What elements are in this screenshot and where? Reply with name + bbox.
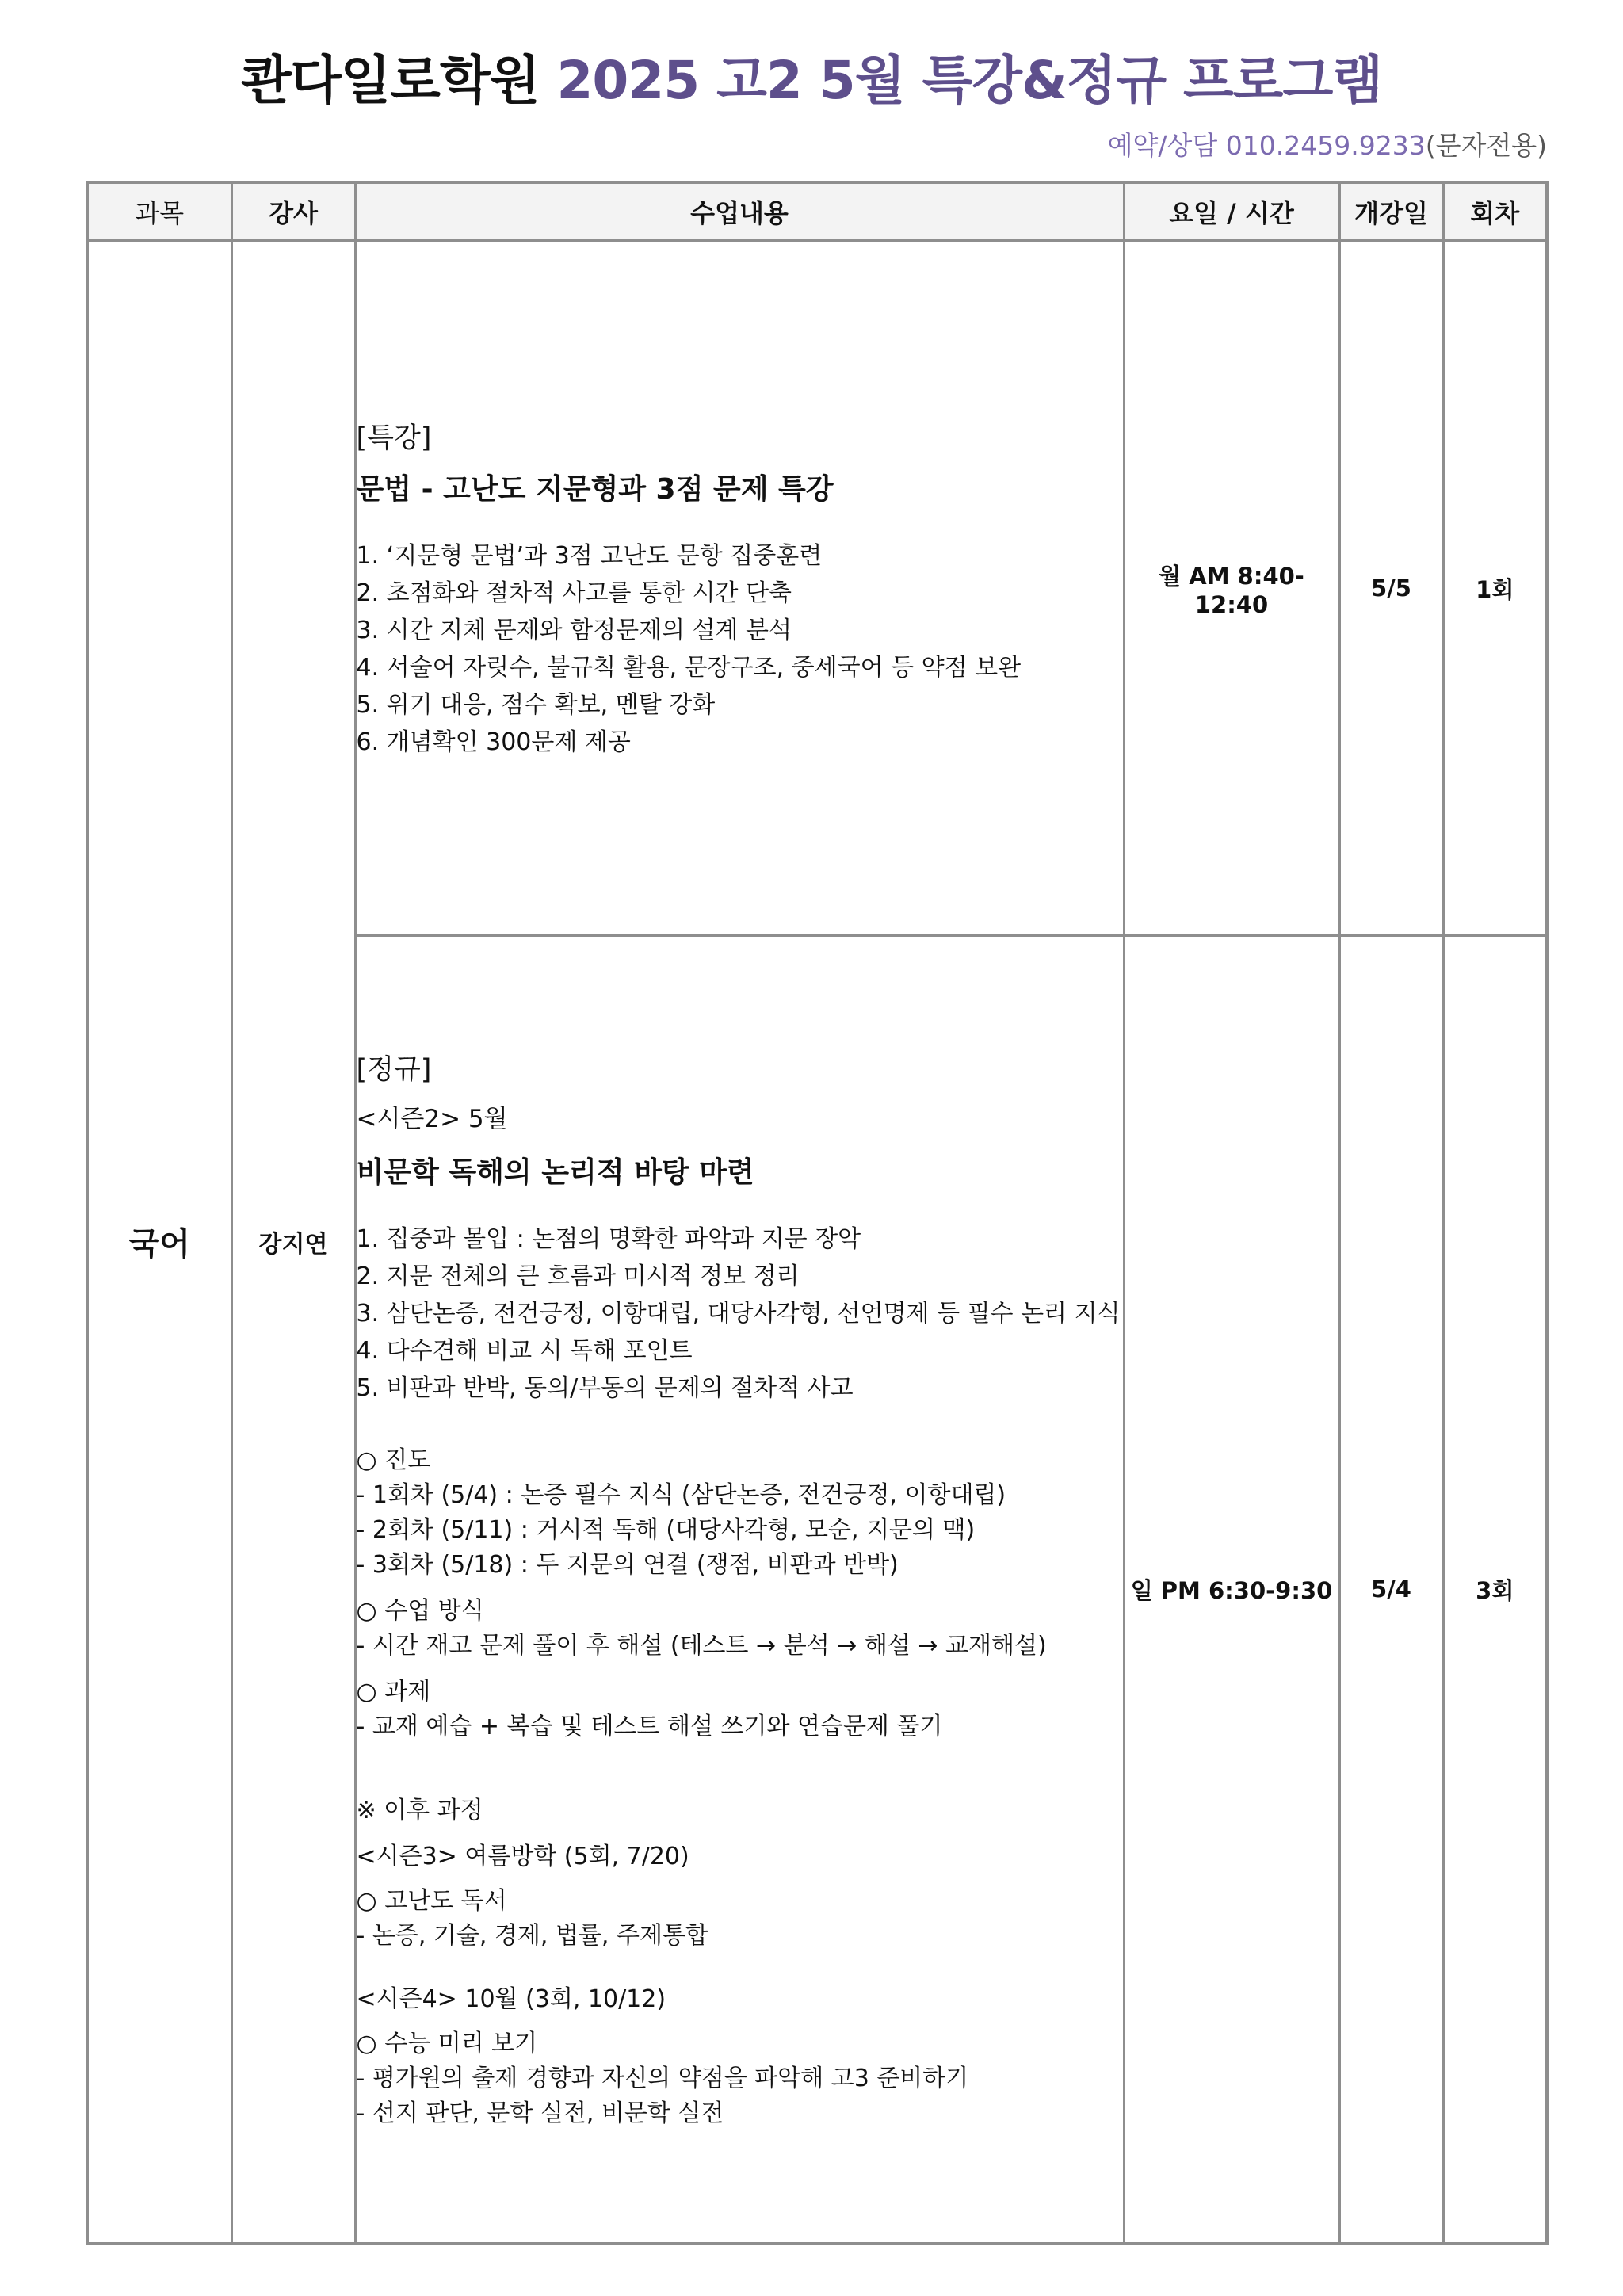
season4-sub-heading: ○ 수능 미리 보기 bbox=[356, 2029, 538, 2057]
season4-title: <시즌4> 10월 (3회, 10/12) bbox=[356, 1985, 666, 2013]
academy-name: 콴다일로학원 bbox=[240, 50, 540, 111]
special-item: 5. 위기 대응, 점수 확보, 멘탈 강화 bbox=[356, 690, 716, 719]
season4-sub-text: - 평가원의 출제 경향과 자신의 약점을 파악해 고3 준비하기 bbox=[356, 2064, 969, 2092]
season3-sub-text: - 논증, 기술, 경제, 법률, 주제통합 bbox=[356, 1921, 708, 1950]
page-title bbox=[0, 38, 1623, 113]
col-header-subject: 과목 bbox=[87, 182, 231, 241]
season3-sub-heading: ○ 고난도 독서 bbox=[356, 1886, 507, 1915]
regular-tag: [정규] bbox=[356, 1053, 432, 1086]
special-item: 2. 초점화와 절차적 사고를 통한 시간 단축 bbox=[356, 579, 792, 607]
special-content-cell bbox=[355, 241, 1124, 936]
special-start-date: 5/5 bbox=[1339, 241, 1443, 936]
contact-label: 예약/상담 010.2459.9233 bbox=[1107, 130, 1426, 161]
contact-info bbox=[1108, 125, 1547, 162]
special-item: 4. 서술어 자릿수, 불규칙 활용, 문장구조, 중세국어 등 약점 보완 bbox=[356, 653, 1022, 682]
regular-content-cell bbox=[355, 936, 1124, 2244]
regular-item: 5. 비판과 반박, 동의/부동의 문제의 절차적 사고 bbox=[356, 1373, 854, 1402]
progress-item: - 2회차 (5/11) : 거시적 독해 (대당사각형, 모순, 지문의 맥) bbox=[356, 1515, 976, 1544]
special-item: 6. 개념확인 300문제 제공 bbox=[356, 728, 631, 756]
special-sessions: 1회 bbox=[1443, 241, 1547, 936]
special-course-title: 문법 - 고난도 지문형과 3점 문제 특강 bbox=[356, 472, 834, 506]
table-row-special bbox=[87, 241, 1547, 936]
progress-heading: ○ 진도 bbox=[356, 1446, 431, 1474]
homework-heading: ○ 과제 bbox=[356, 1677, 431, 1706]
contact-note: (문자전용) bbox=[1425, 130, 1547, 161]
subject-cell: 국어 bbox=[87, 241, 231, 2244]
regular-schedule: 일 PM 6:30-9:30 bbox=[1124, 936, 1339, 2244]
method-heading: ○ 수업 방식 bbox=[356, 1596, 484, 1625]
program-title: 2025 고2 5월 특강&정규 프로그램 bbox=[556, 50, 1383, 111]
regular-item: 2. 지문 전체의 큰 흐름과 미시적 정보 정리 bbox=[356, 1262, 800, 1290]
col-header-start-date: 개강일 bbox=[1339, 182, 1443, 241]
special-tag: [특강] bbox=[356, 422, 432, 454]
progress-item: - 1회차 (5/4) : 논증 필수 지식 (삼단논증, 전건긍정, 이항대립) bbox=[356, 1480, 1006, 1509]
after-course-heading: ※ 이후 과정 bbox=[356, 1796, 483, 1824]
col-header-sessions: 회차 bbox=[1443, 182, 1547, 241]
homework-text: - 교재 예습 + 복습 및 테스트 해설 쓰기와 연습문제 풀기 bbox=[356, 1712, 943, 1740]
col-header-schedule: 요일 / 시간 bbox=[1124, 182, 1339, 241]
regular-sessions: 3회 bbox=[1443, 936, 1547, 2244]
regular-start-date: 5/4 bbox=[1339, 936, 1443, 2244]
season4-sub-text: - 선지 판단, 문학 실전, 비문학 실전 bbox=[356, 2099, 724, 2127]
regular-item: 1. 집중과 몰입 : 논점의 명확한 파악과 지문 장악 bbox=[356, 1224, 861, 1253]
teacher-cell: 강지연 bbox=[231, 241, 355, 2244]
special-item: 1. ‘지문형 문법’과 3점 고난도 문항 집중훈련 bbox=[356, 541, 823, 570]
regular-season: <시즌2> 5월 bbox=[356, 1104, 508, 1133]
col-header-teacher: 강사 bbox=[231, 182, 355, 241]
program-table bbox=[86, 181, 1549, 2245]
regular-item: 4. 다수견해 비교 시 독해 포인트 bbox=[356, 1336, 693, 1365]
regular-item: 3. 삼단논증, 전건긍정, 이항대립, 대당사각형, 선언명제 등 필수 논리 지식 bbox=[356, 1299, 1121, 1328]
special-schedule: 월 AM 8:40-12:40 bbox=[1124, 241, 1339, 936]
table-header-row bbox=[87, 182, 1547, 241]
col-header-content: 수업내용 bbox=[355, 182, 1124, 241]
regular-course-title: 비문학 독해의 논리적 바탕 마련 bbox=[356, 1156, 754, 1189]
progress-item: - 3회차 (5/18) : 두 지문의 연결 (쟁점, 비판과 반박) bbox=[356, 1550, 899, 1579]
season3-title: <시즌3> 여름방학 (5회, 7/20) bbox=[356, 1842, 689, 1870]
special-item: 3. 시간 지체 문제와 함정문제의 설계 분석 bbox=[356, 616, 792, 644]
method-text: - 시간 재고 문제 풀이 후 해설 (테스트 → 분석 → 해설 → 교재해설) bbox=[356, 1631, 1047, 1660]
